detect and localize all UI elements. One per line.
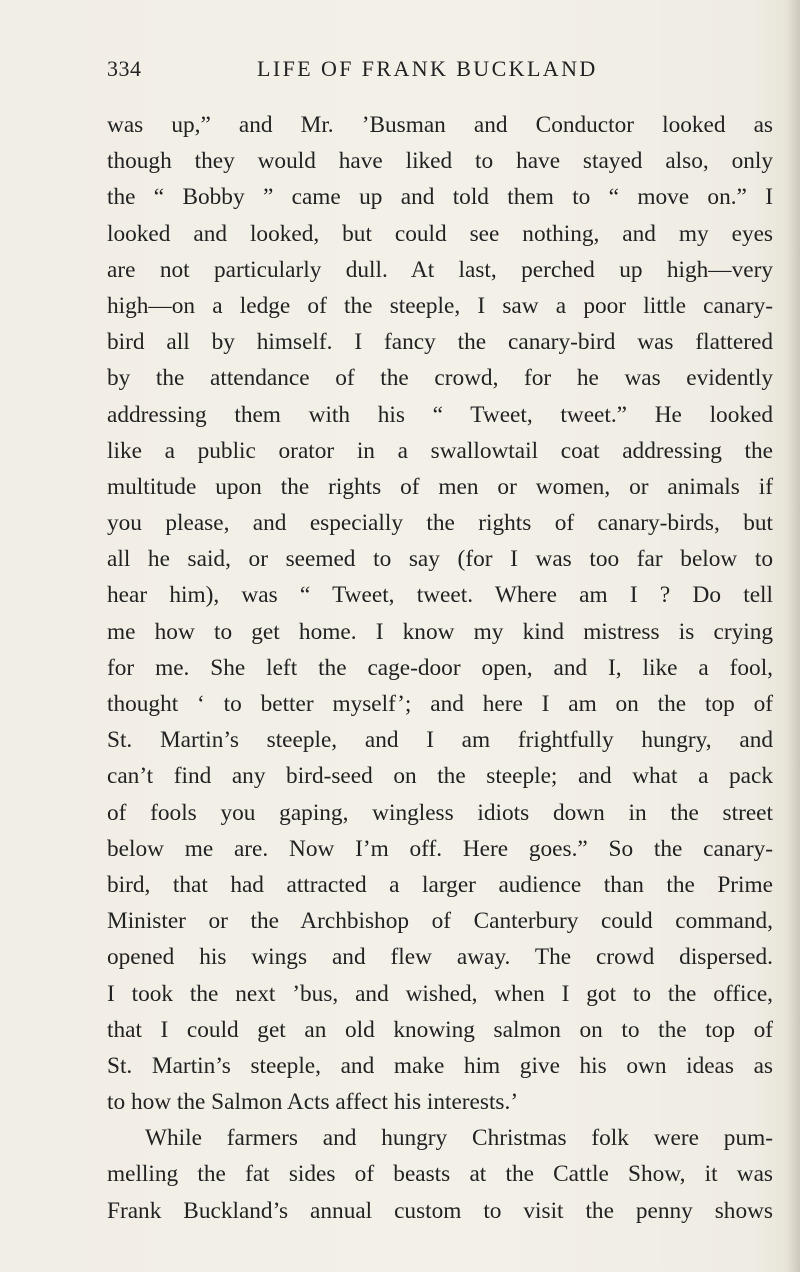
text-line: looked and looked, but could see nothing, and my eyes [107,220,773,247]
text-line: Minister or the Archbishop of Canterbury could command, [107,908,773,935]
text-line: the “ Bobby ” came up and told them to “ move on.” I [107,184,773,211]
body-text [107,107,773,1229]
text-line: to how the Salmon Acts affect his interests.’ [107,1089,519,1116]
text-line: was up,” and Mr. ’Busman and Conductor looked as [107,112,773,138]
text-line: bird, that had attracted a larger audience than the Prime [107,871,773,898]
text-line: St. Martin’s steeple, and I am frightfully hungry, and [107,727,773,754]
text-line: of fools you gaping, wingless idiots down in the street [107,799,773,826]
text-line: that I could get an old knowing salmon on to the top of [107,1016,773,1043]
text-line: addressing them with his “ Tweet, tweet.” He looked [107,401,773,428]
page-number: 334 [107,56,142,81]
running-title: LIFE OF FRANK BUCKLAND [257,56,598,81]
text-line: you please, and especially the rights of canary-birds, but [107,510,773,537]
text-line: for me. She left the cage-door open, and I, like a fool, [107,654,773,681]
page-header [107,56,787,92]
text-line: are not particularly dull. At last, perched up high—very [107,256,773,283]
text-line: I took the next ’bus, and wished, when I got to the office, [107,980,773,1007]
text-line: thought ‘ to better myself’; and here I am on the top of [107,691,773,717]
text-line: hear him), was “ Tweet, tweet. Where am I ? Do tell [107,582,773,609]
text-line: bird all by himself. I fancy the canary-bird was flattered [107,329,773,356]
text-line: opened his wings and flew away. The crowd dispersed. [107,944,773,971]
text-line: me how to get home. I know my kind mistress is crying [107,618,773,645]
page-edge-shadow [786,0,800,1272]
text-line: can’t find any bird-seed on the steeple; and what a pack [107,763,773,790]
text-line: Frank Buckland’s annual custom to visit the penny shows [107,1197,773,1224]
text-line: melling the fat sides of beasts at the Cattle Show, it was [107,1161,773,1188]
text-line: below me are. Now I’m off. Here goes.” So the canary- [107,835,773,862]
text-line: all he said, or seemed to say (for I was too far below to [107,546,773,573]
text-line: While farmers and hungry Christmas folk were pum- [145,1125,773,1152]
text-line: though they would have liked to have stayed also, only [107,148,773,175]
text-line: multitude upon the rights of men or women, or animals if [107,473,773,500]
text-line: like a public orator in a swallowtail coat addressing the [107,437,773,464]
text-line: by the attendance of the crowd, for he was evidently [107,365,773,392]
text-line: high—on a ledge of the steeple, I saw a poor little canary- [107,292,773,319]
text-line: St. Martin’s steeple, and make him give his own ideas as [107,1052,773,1079]
